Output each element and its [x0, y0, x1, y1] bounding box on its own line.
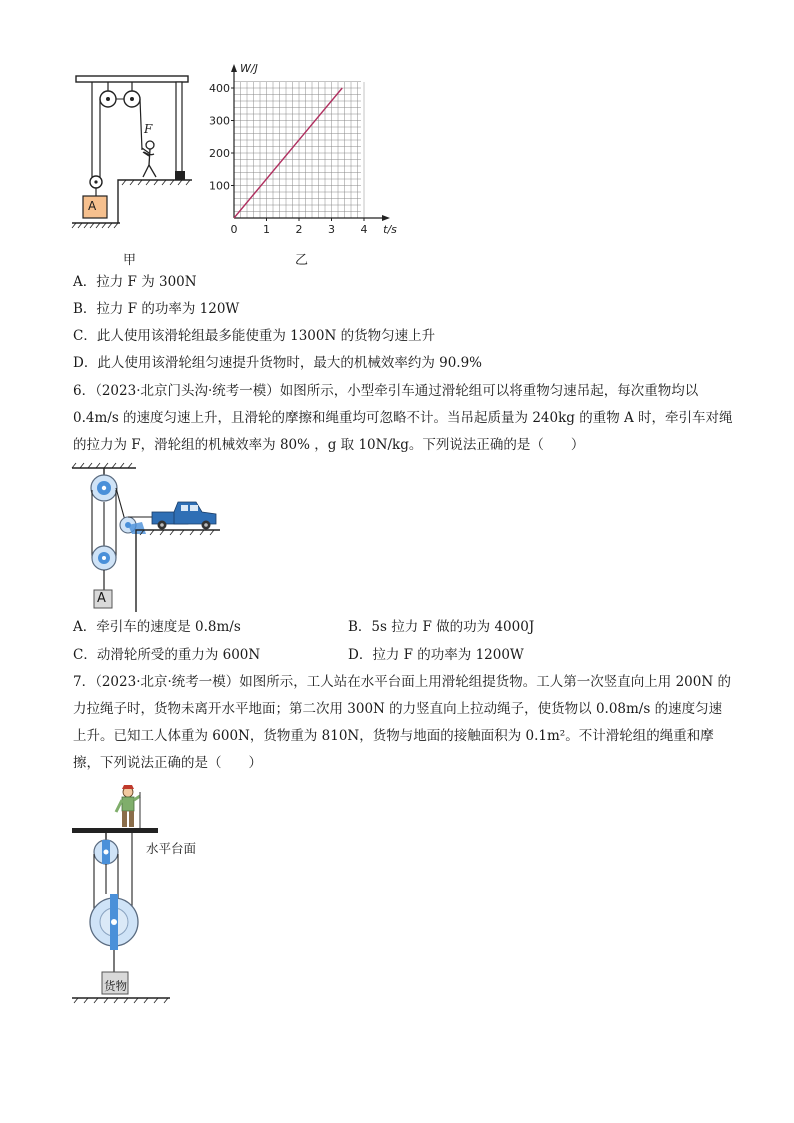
q6-block-a-label: A: [97, 591, 106, 606]
x-tick-label: 2: [295, 223, 303, 236]
q6-option-d: D．拉力 F 的功率为 1200W: [348, 647, 524, 663]
person-icon: [142, 141, 156, 177]
y-axis-label: W/J: [240, 62, 258, 75]
q6-option-c: C．动滑轮所受的重力为 600N: [73, 647, 261, 663]
platform-label: 水平台面: [146, 841, 197, 856]
cargo-label: 货物: [104, 979, 127, 993]
worker-icon: [116, 785, 140, 828]
tow-truck-pulley-figure: [70, 462, 230, 612]
q6-option-a: A．牵引车的速度是 0.8m/s: [73, 619, 241, 635]
q5-option-d: D．此人使用该滑轮组匀速提升货物时，最大的机械效率约为 90.9%: [73, 355, 483, 371]
q6-stem: 6．（2023·北京门头沟·统考一模）如图所示，小型牵引车通过滑轮组可以将重物匀速吊起，每次重物均以 0.4m/s 的速度匀速上升，且滑轮的摩擦和绳重均可忽略不计。当吊起质量为 240kg 的重物 A 时，牵引车对绳的拉力为 F，滑轮组的机械效率为 80% ，g 取 10N/kg。下列说法正确的是（ ）: [73, 383, 733, 453]
origin-label: 0: [230, 223, 238, 236]
q7-stem: 7．（2023·北京·统考一模）如图所示，工人站在水平台面上用滑轮组提货物。工人第一次竖直向上用 200N 的力拉绳子时，货物未离开水平地面；第二次用 300N 的力竖直向上拉动绳子，使货物以 0.08m/s 的速度匀速上升。已知工人体重为 600N，货物重为 810N，货物与地面的接触面积为 0.1m²。不计滑轮组的绳重和摩擦，下列说法正确的是（ ）: [73, 674, 731, 771]
x-tick-label: 4: [360, 223, 368, 236]
y-tick-label: 100: [209, 179, 230, 193]
x-tick-label: 1: [263, 223, 270, 236]
y-tick-label: 200: [209, 147, 230, 160]
x-tick-label: 3: [328, 223, 335, 236]
work-time-graph: [200, 58, 400, 244]
force-label: F: [144, 122, 153, 136]
q5-option-c: C．此人使用该滑轮组最多能使重为 1300N 的货物匀速上升: [73, 328, 436, 344]
q5-option-a: A．拉力 F 为 300N: [73, 274, 197, 290]
truck-icon: [152, 502, 216, 530]
figure-jia-caption: 甲: [123, 253, 137, 268]
q5-option-b: B．拉力 F 的功率为 120W: [73, 301, 240, 317]
y-tick-label: 400: [209, 82, 230, 95]
x-axis-label: t/s: [383, 223, 397, 236]
y-tick-label: 300: [209, 114, 230, 128]
y-axis-arrow: [231, 64, 237, 72]
figure-yi-caption: 乙: [295, 253, 309, 268]
block-a-label: A: [88, 199, 97, 213]
q6-option-b: B．5s 拉力 F 做的功为 4000J: [348, 619, 535, 635]
worker-pulley-figure: [70, 782, 180, 1007]
x-axis-arrow: [382, 215, 390, 221]
